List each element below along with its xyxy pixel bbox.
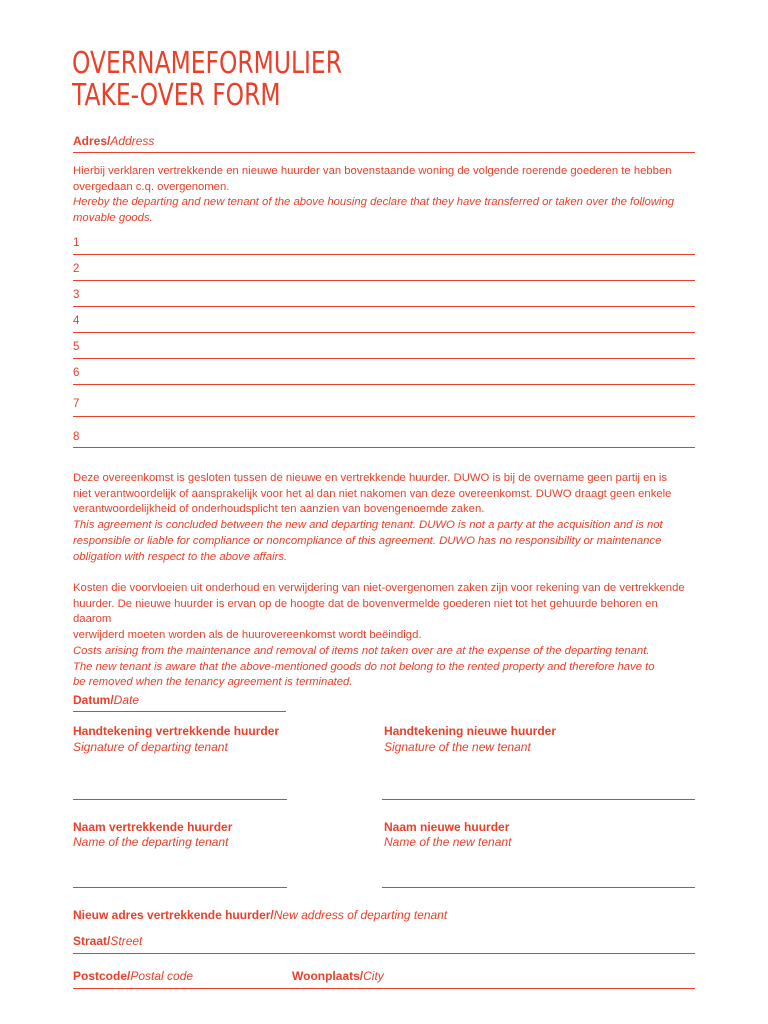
signature-new-line[interactable] [382, 799, 695, 800]
signature-departing-label: Handtekening vertrekkende huurder [73, 724, 280, 738]
signature-departing-sublabel: Signature of departing tenant [73, 740, 228, 754]
costs-english-line: The new tenant is aware that the above-mentioned goods do not belong to the rented property and therefore have to [73, 660, 655, 673]
intro-dutch: Hierbij verklaren vertrekkende en nieuwe huurder van bovenstaande woning de volgende roerende goederen te hebben overgedaan c.q. overgenomen. [73, 165, 672, 193]
item-number: 5 [73, 341, 80, 353]
agreement-english-line: This agreement is concluded between the new and departing tenant. DUWO is not a party at the acquisition and is not [73, 519, 663, 532]
item-field-line[interactable] [73, 306, 695, 307]
signature-new-sublabel: Signature of the new tenant [384, 740, 531, 754]
intro-paragraph [73, 164, 698, 227]
agreement-dutch-line: niet verantwoordelijk of aansprakelijk voor het al dan niet nakomen van deze overeenkomst. DUWO draagt geen enkele [73, 487, 672, 500]
street-field-line[interactable] [73, 953, 695, 954]
postcode-label: Postcode/Postal code [73, 969, 194, 983]
item-field-line[interactable] [73, 384, 695, 385]
costs-dutch-line: huurder. De nieuwe huurder is ervan op de hoogte dat de bovenvermelde goederen niet tot het gehuurde behoren en daarom [73, 597, 658, 626]
agreement-dutch-line: Deze overeenkomst is gesloten tussen de nieuwe en vertrekkende huurder. DUWO is bij de overname geen partij en is [73, 472, 668, 484]
name-new-sublabel: Name of the new tenant [384, 835, 512, 849]
agreement-english-line: responsible or liable for compliance or noncompliance of this agreement. DUWO has no responsibility or maintenance [73, 534, 662, 547]
name-new-line[interactable] [382, 887, 695, 888]
item-field-line[interactable] [73, 332, 695, 333]
name-new-label: Naam nieuwe huurder [384, 820, 510, 834]
date-field-line[interactable] [73, 711, 286, 712]
form-title-english: TAKE-OVER FORM [72, 78, 281, 113]
item-number: 2 [73, 263, 80, 275]
item-field-line[interactable] [73, 358, 695, 359]
costs-english-line: Costs arising from the maintenance and removal of items not taken over are at the expense of the departing tenant. [73, 644, 650, 657]
item-field-line[interactable] [73, 254, 695, 255]
intro-english: Hereby the departing and new tenant of the above housing declare that they have transferred or taken over the following movable goods. [73, 196, 675, 225]
signature-departing-line[interactable] [73, 799, 287, 800]
item-number: 7 [73, 398, 80, 410]
form-title-dutch: OVERNAMEFORMULIER [72, 46, 342, 81]
agreement-english-line: obligation with respect to the above affairs. [73, 550, 288, 563]
item-number: 1 [73, 237, 80, 249]
date-label: Datum/Date [73, 693, 140, 707]
name-departing-label: Naam vertrekkende huurder [73, 820, 233, 834]
city-label: Woonplaats/City [292, 969, 384, 983]
postcode-city-field-line[interactable] [73, 988, 695, 989]
name-departing-sublabel: Name of the departing tenant [73, 835, 229, 849]
item-number: 3 [73, 289, 80, 301]
item-number: 4 [73, 315, 80, 327]
item-number: 8 [73, 431, 80, 443]
name-departing-line[interactable] [73, 887, 287, 888]
street-label: Straat/Street [73, 934, 143, 948]
address-label: Adres/Address [73, 134, 155, 148]
item-field-line[interactable] [73, 416, 695, 417]
item-number: 6 [73, 367, 80, 379]
agreement-dutch-line: verantwoordelijkheid of onderhoudsplicht ten aanzien van bovengenoemde zaken. [73, 503, 485, 516]
costs-paragraph [73, 581, 698, 691]
item-field-line[interactable] [73, 280, 695, 281]
costs-english-line: be removed when the tenancy agreement is terminated. [73, 676, 353, 689]
signature-new-label: Handtekening nieuwe huurder [384, 724, 557, 738]
agreement-paragraph [73, 471, 698, 565]
new-address-label: Nieuw adres vertrekkende huurder/New address of departing tenant [73, 908, 448, 922]
costs-dutch-line: verwijderd moeten worden als de huurovereenkomst wordt beëindigd. [73, 629, 422, 642]
address-field-line[interactable] [73, 152, 695, 153]
item-field-line[interactable] [73, 447, 695, 448]
costs-dutch-line: Kosten die voorvloeien uit onderhoud en verwijdering van niet-overgenomen zaken zijn voor rekening van de vertrekkende [73, 582, 685, 594]
